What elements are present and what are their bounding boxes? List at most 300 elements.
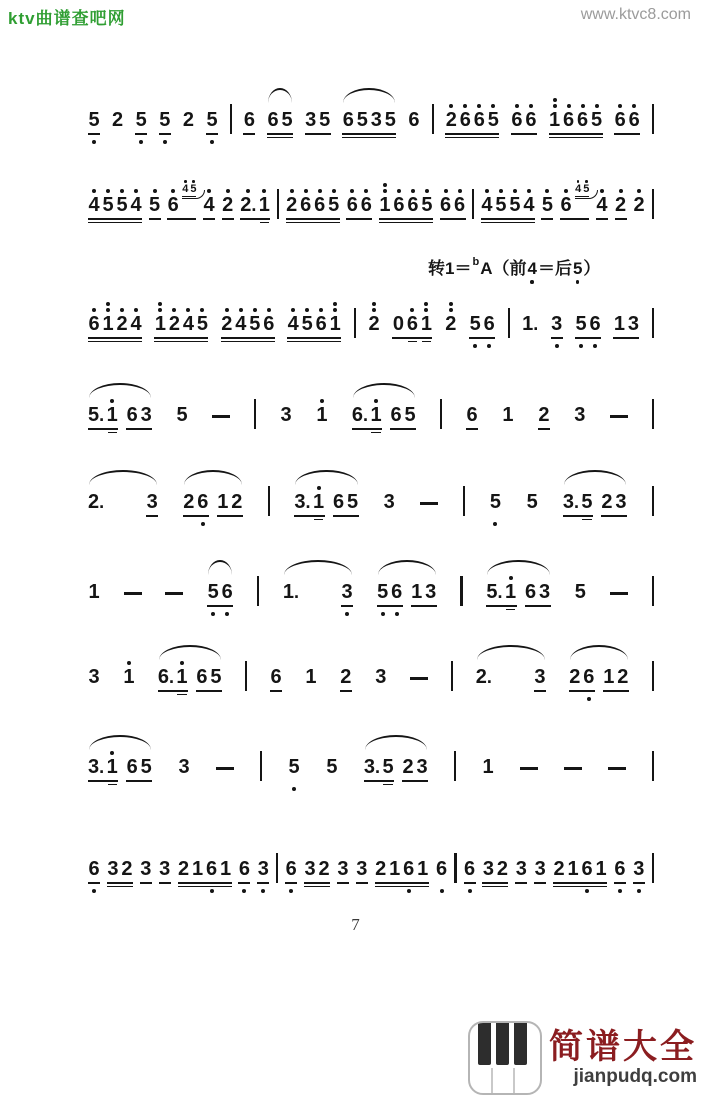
note: 1 (549, 96, 561, 146)
beam-underline (154, 341, 208, 343)
beam-underline (107, 882, 133, 884)
note: 6 (454, 181, 466, 231)
augmentation-dot: . (293, 582, 299, 602)
note: 3 (159, 858, 171, 880)
note: 1 (505, 568, 517, 618)
beam-underline (346, 218, 372, 220)
note-group (614, 845, 626, 895)
slur-group (563, 478, 627, 528)
beam-underline (88, 882, 100, 884)
score-line (88, 478, 654, 528)
note: 6 (577, 96, 589, 146)
beam-underline (333, 515, 359, 517)
note-group (287, 300, 341, 350)
barline (245, 661, 247, 691)
site-watermark-left: ktv曲谱查吧网 (8, 9, 126, 28)
beam-underline (88, 222, 142, 224)
beam-underline (243, 133, 255, 135)
beam-underline (158, 690, 188, 692)
note: 5 (404, 404, 416, 426)
barline (652, 399, 654, 429)
note: 5 (384, 109, 396, 131)
piano-keys-icon (468, 1021, 542, 1095)
note-group (390, 391, 416, 441)
note-group (203, 181, 215, 231)
augmentation-dot: . (99, 757, 105, 777)
beam-underline (286, 222, 340, 224)
note-group (466, 391, 478, 441)
sixteenth-underline (408, 341, 417, 343)
barline (652, 308, 654, 338)
beam-underline (601, 515, 627, 517)
note: 6 (407, 181, 419, 231)
note: 1 (567, 858, 579, 880)
beam-underline (88, 337, 142, 339)
note-group (149, 181, 161, 231)
score-line (88, 391, 654, 441)
note: 6 (628, 96, 640, 146)
augmentation-dot: . (374, 757, 380, 777)
note: 3 (383, 491, 395, 513)
beam-underline (342, 137, 396, 139)
annotation-text: A (480, 259, 493, 278)
note: 3 (356, 858, 368, 880)
slur-group (364, 743, 428, 793)
slur-group (294, 478, 358, 528)
grace-note: 4 (575, 180, 581, 195)
beam-underline (464, 882, 476, 884)
note: 5 (206, 96, 218, 146)
note: 1. (282, 581, 299, 603)
note-group (489, 478, 501, 528)
note: 1 (106, 391, 118, 441)
grace-notes (575, 180, 589, 199)
note: 5 (575, 300, 587, 350)
annotation-text: 转 (428, 259, 445, 278)
beam-underline (267, 133, 293, 135)
note: 2 (445, 96, 457, 146)
note: 2 (601, 491, 613, 513)
note: 5 (356, 109, 368, 131)
note-group (603, 653, 629, 703)
note: 3 (574, 404, 586, 426)
note-group (541, 181, 553, 231)
note: 4 (130, 181, 142, 231)
note: 6 (563, 96, 575, 146)
note-group (341, 568, 353, 618)
duration-dash (608, 767, 626, 770)
duration-dash (420, 502, 438, 505)
beam-underline (88, 428, 118, 430)
note: 2 (538, 404, 550, 426)
note: 6 (393, 181, 405, 231)
note: 3 (257, 845, 269, 895)
beam-underline (294, 515, 324, 517)
beam-underline (342, 133, 396, 135)
note-group (159, 96, 171, 146)
beam-underline (525, 605, 551, 607)
octave-dot-below (92, 140, 96, 144)
note: 5 (469, 300, 481, 350)
note: 5 (326, 756, 338, 778)
beam-underline (126, 428, 152, 430)
octave-dot-below (440, 889, 444, 893)
note-group (469, 300, 495, 350)
beam-underline (511, 133, 537, 135)
beam-underline (159, 882, 171, 884)
octave-dot-below (289, 889, 293, 893)
note-group (368, 300, 380, 350)
beam-underline (286, 218, 340, 220)
note: 1 (305, 666, 317, 688)
note-group (633, 845, 645, 895)
augmentation-dot: . (486, 667, 492, 687)
note-group (176, 391, 188, 441)
note-group (575, 300, 601, 350)
note: 6 (391, 568, 403, 618)
augmentation-dot: . (497, 582, 503, 602)
note: 5 (591, 96, 603, 146)
note: 5 (526, 491, 538, 513)
barline (277, 189, 279, 219)
beam-underline (135, 133, 147, 135)
beam-underline (563, 515, 593, 517)
barline (463, 486, 465, 516)
octave-dot-below (587, 697, 591, 701)
note-group (140, 845, 152, 895)
beam-underline (411, 605, 437, 607)
note: 2. (88, 491, 105, 513)
note-group (408, 96, 420, 146)
barline (652, 576, 654, 606)
octave-dot-below (163, 140, 167, 144)
note: 1 (219, 858, 232, 880)
note: 3 (370, 109, 382, 131)
octave-dot-below (395, 612, 399, 616)
note: 1 (389, 858, 401, 880)
note-group (534, 845, 546, 895)
beam-underline (270, 690, 282, 692)
note-group (207, 568, 233, 618)
note-group (159, 845, 171, 895)
note-group (364, 743, 394, 793)
note-group (217, 478, 243, 528)
note: 6 (332, 491, 345, 513)
slur-group (377, 568, 437, 618)
note: 5 (102, 181, 114, 231)
note: 2 (168, 300, 180, 350)
note: 6 (403, 845, 415, 895)
beam-underline (238, 882, 250, 884)
note-group (196, 653, 222, 703)
beam-underline (356, 882, 368, 884)
barline (257, 576, 259, 606)
grace-note: 4 (182, 180, 188, 195)
beam-underline (154, 337, 208, 339)
augmentation-dot: . (168, 667, 174, 687)
beam-underline (551, 337, 563, 339)
note: 5 (149, 181, 161, 231)
black-key (478, 1023, 491, 1065)
note: 4 (481, 181, 493, 231)
note: 3 (416, 756, 428, 778)
note-group (126, 743, 152, 793)
note: 5 (382, 743, 394, 793)
note: 6 (206, 845, 218, 895)
slur-group (569, 653, 629, 703)
barline (451, 661, 453, 691)
note-group (392, 300, 432, 350)
note: 6 (524, 581, 537, 603)
beam-underline (341, 605, 353, 607)
note-group (614, 96, 640, 146)
beam-underline (217, 515, 243, 517)
note: 6 (197, 478, 209, 528)
note-group (601, 478, 627, 528)
note: 6 (464, 845, 476, 895)
note: 6 (342, 109, 354, 131)
note: 4 (287, 300, 299, 350)
beam-underline (167, 218, 196, 220)
note-group (522, 300, 538, 350)
note: 4 (596, 181, 608, 231)
beam-underline (515, 882, 527, 884)
note: 3 (375, 666, 387, 688)
note: 6 (285, 845, 297, 895)
note: 4 (203, 181, 215, 231)
note: 5 (421, 181, 433, 231)
octave-dot-below (381, 612, 385, 616)
note: 2 (221, 300, 233, 350)
beam-underline (178, 886, 232, 888)
annotation-text: ） (583, 259, 601, 278)
note-group (182, 96, 194, 146)
note: 1 (482, 756, 494, 778)
beam-underline (304, 882, 330, 884)
page-number: 7 (351, 915, 360, 934)
note: 6 (221, 568, 233, 618)
note: 6 (483, 300, 495, 350)
note: 3. (562, 491, 579, 513)
note: 6 (459, 96, 471, 146)
beam-underline (466, 428, 478, 430)
octave-dot-below (585, 889, 589, 893)
beam-underline (267, 137, 293, 139)
beam-underline (633, 882, 645, 884)
octave-dot-below (468, 889, 472, 893)
note: 5 (509, 181, 521, 231)
beam-underline (377, 605, 403, 607)
note: 6 (126, 756, 138, 778)
note-group (305, 96, 331, 146)
note-group (574, 568, 586, 618)
note: 2 (633, 181, 645, 231)
note: 2 (375, 858, 387, 880)
note-group (633, 181, 645, 231)
note-group (88, 478, 104, 528)
grace-note: 5 (190, 180, 196, 195)
octave-dot-below (211, 612, 215, 616)
note-group (123, 653, 135, 703)
note-group (402, 743, 428, 793)
note-group (178, 845, 232, 895)
note: 1 (154, 300, 166, 350)
note: 3 (280, 404, 292, 426)
octave-dot-below (576, 280, 580, 284)
note-group (158, 653, 188, 703)
beam-underline (352, 428, 382, 430)
beam-underline (107, 886, 133, 888)
note: 5 (135, 96, 147, 146)
note-group (206, 96, 218, 146)
note-group (222, 181, 234, 231)
beam-underline (287, 341, 341, 343)
note: 4 (130, 300, 142, 350)
note-group (304, 845, 330, 895)
note: 5 (140, 756, 152, 778)
note-group (146, 478, 158, 528)
sixteenth-underline (177, 694, 186, 696)
sixteenth-underline (108, 784, 117, 786)
octave-dot-below (292, 787, 296, 791)
note: 5. (88, 404, 105, 426)
brand-domain: jianpudq.com (573, 1066, 697, 1087)
note: 5 (495, 181, 507, 231)
note: 3 (633, 845, 645, 895)
note: 3 (534, 858, 546, 880)
note: 5 (489, 478, 501, 528)
octave-dot-below (242, 889, 246, 893)
beam-underline (482, 886, 508, 888)
beam-underline (534, 690, 546, 692)
octave-dot-below (473, 344, 477, 348)
note: 2 (183, 491, 195, 513)
note: 3 (482, 858, 494, 880)
note-group (178, 743, 190, 793)
beam-underline (538, 428, 550, 430)
note-group (333, 478, 359, 528)
sixteenth-underline (314, 519, 323, 521)
note: 6 (196, 666, 208, 688)
note-group (342, 96, 396, 146)
note-group (288, 743, 300, 793)
brand-name: 简谱大全 (549, 1028, 697, 1066)
note: 5 (116, 181, 128, 231)
note: 5 (301, 300, 313, 350)
augmentation-dot: . (251, 195, 257, 215)
note: 3 (107, 858, 119, 880)
note: 1 (106, 743, 118, 793)
beam-underline (206, 133, 218, 135)
note: 5. (486, 581, 503, 603)
note-group (379, 181, 433, 231)
note-group (383, 478, 395, 528)
note: 2. (475, 666, 492, 688)
white-key-divider (491, 1068, 493, 1093)
beam-underline (402, 780, 428, 782)
duration-dash (216, 767, 234, 770)
note: 6 (614, 96, 626, 146)
octave-dot-above (449, 302, 453, 306)
augmentation-dot: . (99, 405, 105, 425)
octave-dot-below (593, 344, 597, 348)
note: 2 (222, 181, 234, 231)
annotation-text: ＝后 (537, 259, 572, 278)
note: 1 (502, 404, 514, 426)
octave-dot-above (158, 302, 162, 306)
note: 3 (615, 491, 627, 513)
note-group (88, 653, 100, 703)
beam-underline (549, 133, 603, 135)
octave-dot-above (106, 302, 110, 306)
barline (354, 308, 356, 338)
note: 4 (235, 300, 247, 350)
note-group (294, 478, 324, 528)
barline (440, 399, 442, 429)
beam-underline (375, 886, 429, 888)
note: 5 (159, 96, 171, 146)
sixteenth-underline (371, 432, 380, 434)
octave-dot-below (618, 889, 622, 893)
note: 1 (420, 300, 432, 350)
beam-underline (390, 428, 416, 430)
octave-dot-below (407, 889, 411, 893)
note-group (326, 743, 338, 793)
beam-underline (305, 133, 331, 135)
note-group (377, 568, 403, 618)
note: 2 (569, 666, 581, 688)
beam-underline (575, 337, 601, 339)
note: 2 (286, 181, 298, 231)
note: 6 (436, 845, 448, 895)
octave-dot-above (383, 183, 387, 187)
barline (276, 853, 278, 883)
octave-dot-below (225, 612, 229, 616)
note-group (482, 743, 494, 793)
annotation-note: 5 (573, 258, 582, 284)
note: 1 (603, 666, 615, 688)
note: 1 (123, 653, 135, 703)
note-group (515, 845, 527, 895)
note: 2 (177, 858, 190, 880)
note: 3 (425, 581, 437, 603)
flat-sign: b (472, 256, 480, 268)
note-group (167, 181, 196, 231)
beam-underline (203, 218, 215, 220)
sixteenth-underline (260, 222, 269, 224)
note: 6 (167, 181, 179, 231)
note-group (88, 743, 118, 793)
augmentation-dot: . (305, 492, 311, 512)
note-group (183, 478, 209, 528)
octave-dot-below (530, 280, 534, 284)
octave-dot-below (579, 344, 583, 348)
octave-dot-below (487, 344, 491, 348)
note-group (238, 845, 250, 895)
note-group (88, 181, 142, 231)
note-group (574, 391, 586, 441)
note: 2 (553, 858, 565, 880)
beam-underline (196, 690, 222, 692)
note: 6 (406, 300, 418, 350)
note: 3 (534, 666, 546, 688)
duration-dash (165, 592, 183, 595)
octave-dot-above (553, 98, 557, 102)
note: 1 (191, 858, 204, 880)
note-group (107, 845, 133, 895)
note: 3 (304, 858, 316, 880)
note-group (486, 568, 516, 618)
